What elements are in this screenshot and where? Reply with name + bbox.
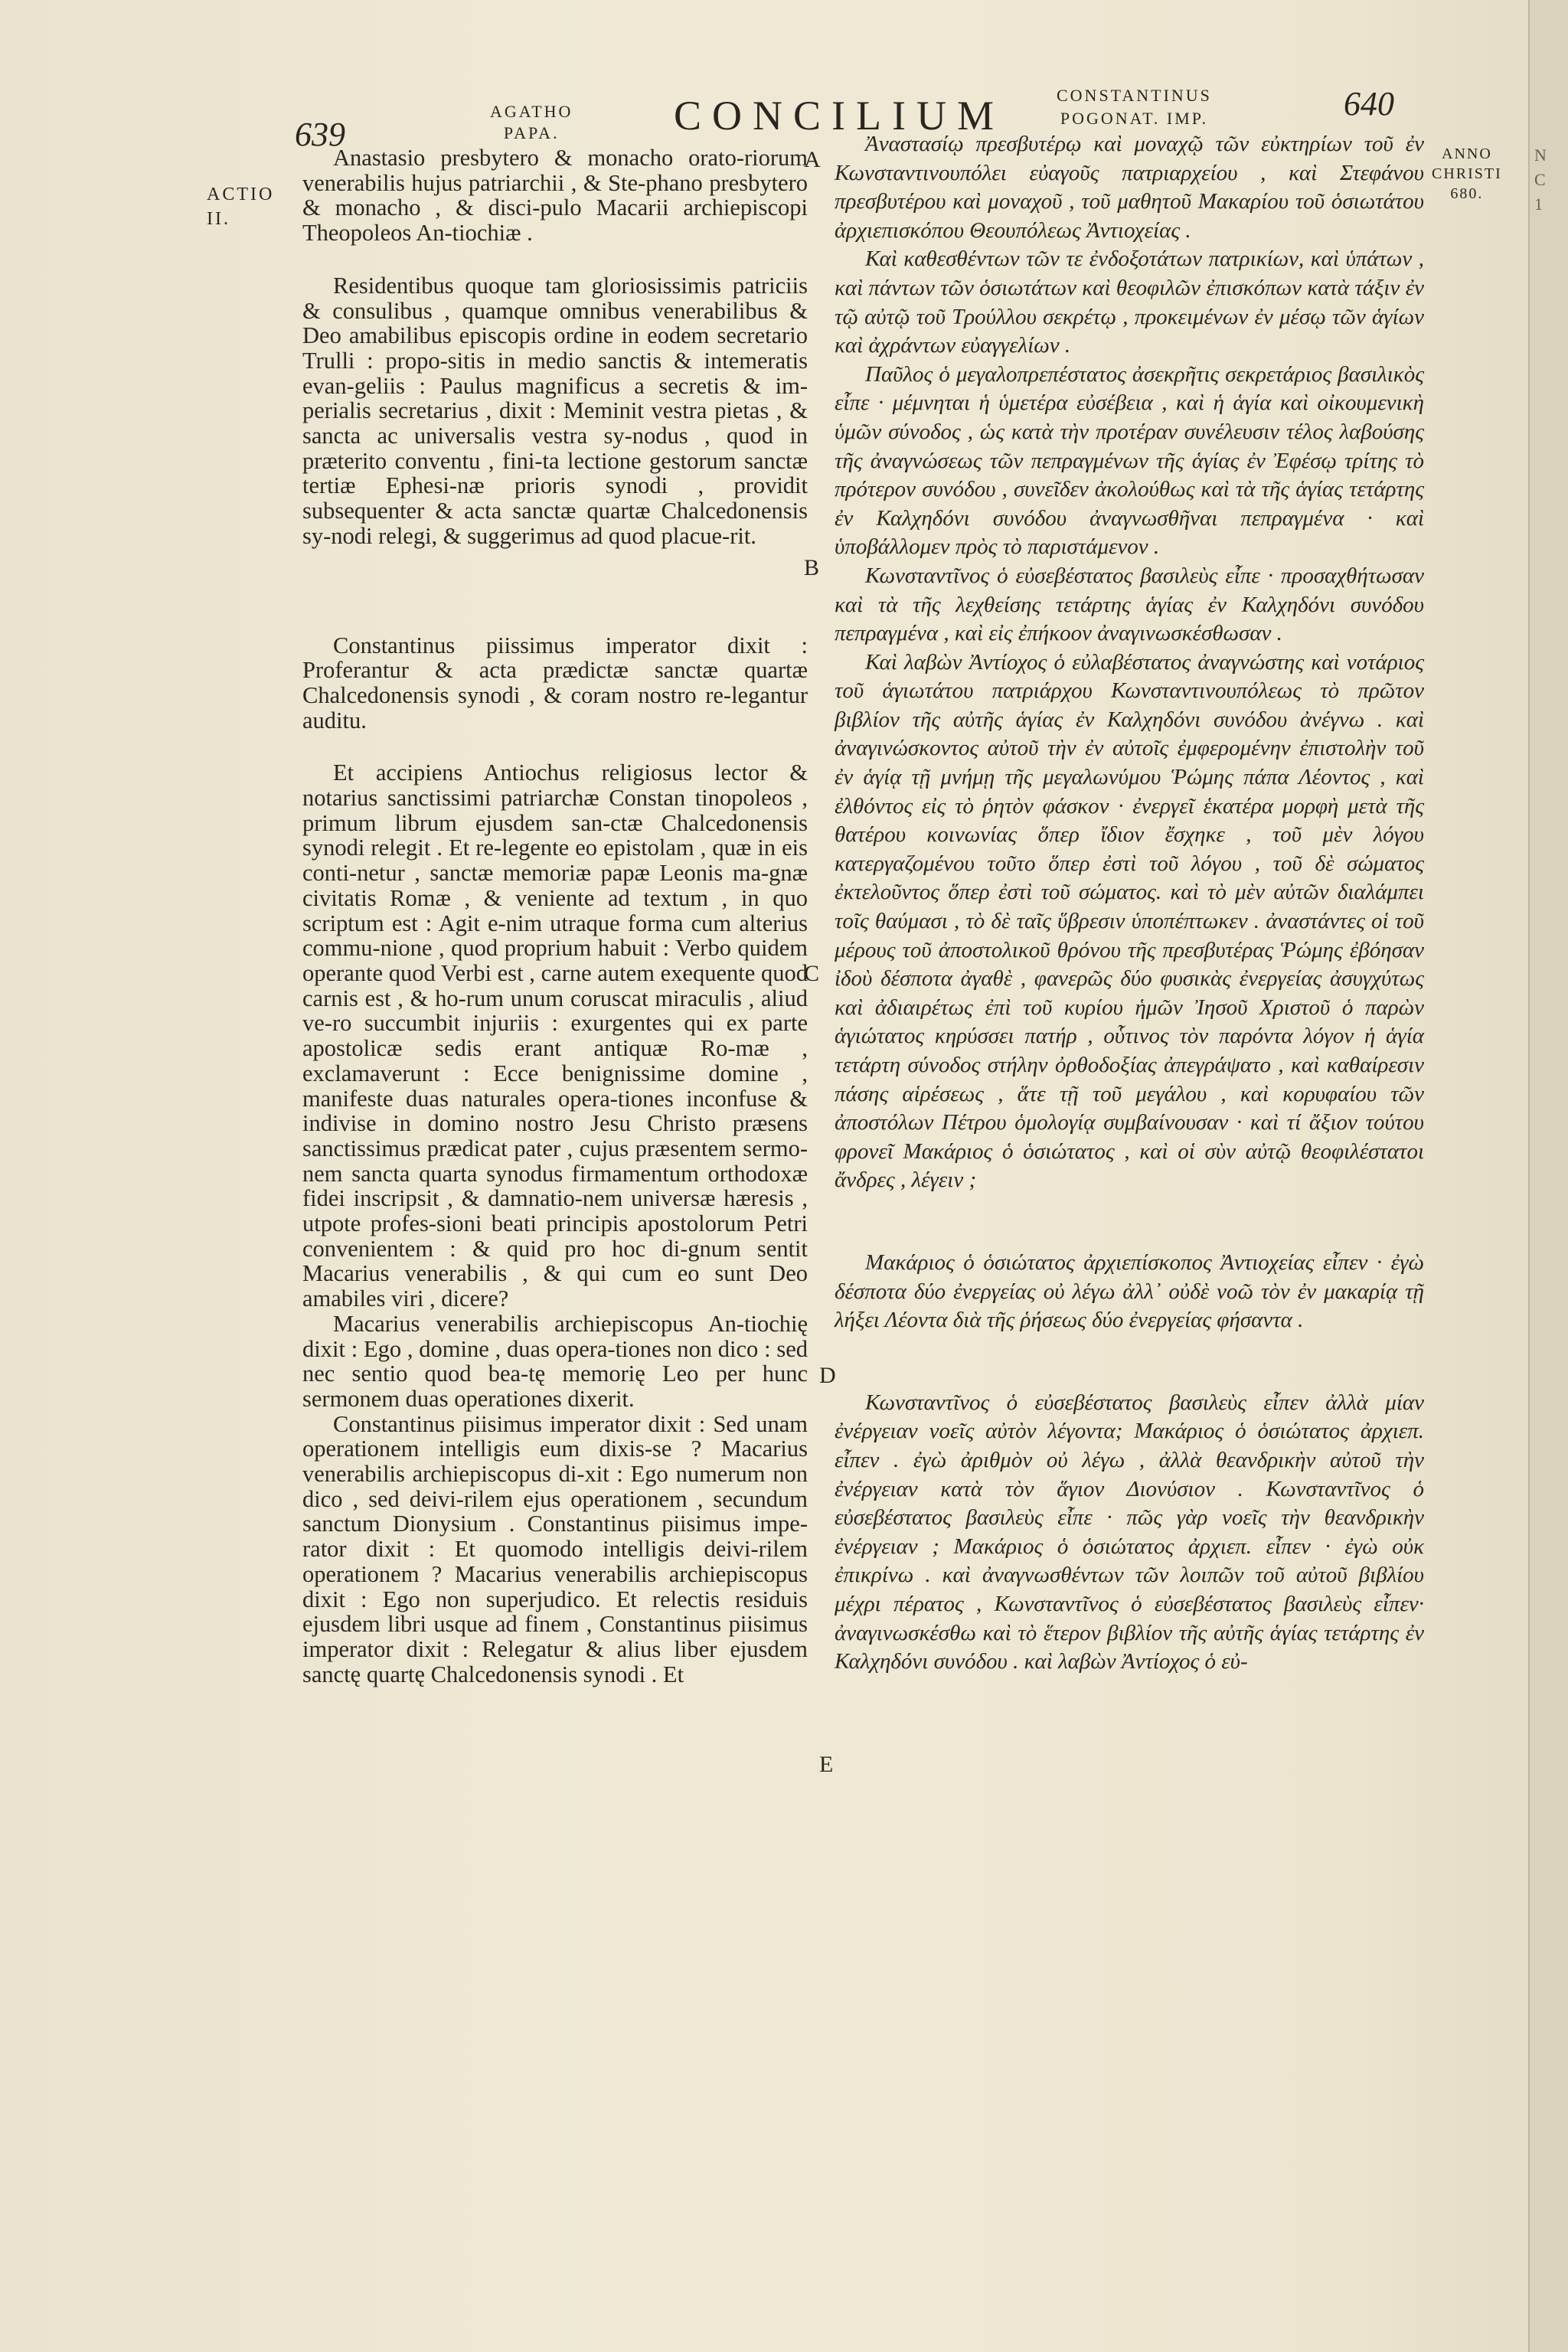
section-marker-d: D [819, 1363, 836, 1388]
latin-paragraph: Anastasio presbytero & monacho orato-riorum venerabilis hujus patriarchii , & Ste-phano presbytero & monacho , & disci-pulo Macarii archiepiscopi Theopoleos An-tiochiæ . [302, 145, 808, 247]
section-marker-c: C [804, 961, 820, 986]
greek-paragraph: Ἀναστασίῳ πρεσβυτέρῳ καὶ μοναχῷ τῶν εὐκτηρίων τοῦ ἐν Κωνσταντινουπόλει εὐαγοῦς πατριαρχείου , καὶ Στεφάνου πρεσβυτέρου καὶ μοναχοῦ , τοῦ μαθητοῦ Μακαρίου τοῦ ὁσιωτάτου ἀρχιεπισκόπου Θεουπόλεως Ἀντιοχείας . [835, 132, 1424, 243]
facing-page-letter: N [1534, 145, 1547, 165]
header-agatho [490, 101, 573, 144]
section-marker-b: B [804, 555, 820, 580]
actio-line1: ACTIO [207, 185, 275, 204]
latin-paragraph: Constantinus piissimus imperator dixit : Proferantur & acta prædictæ sanctæ quartæ Chalcedonensis synodi , & coram nostro re-legantur auditu. [302, 632, 808, 733]
greek-paragraph: Καὶ καθεσθέντων τῶν τε ἐνδοξοτάτων πατρικίων, καὶ ὑπάτων , καὶ πάντων τῶν ὁσιωτάτων καὶ θεοφιλῶν ἐπισκόπων κατὰ τάξιν ἐν τῷ αὐτῷ τοῦ Τρούλλου σεκρέτῳ , προκειμένων ἐν μέσῳ τῶν ἁγίων καὶ ἀχράντων εὐαγγελίων . [835, 247, 1424, 358]
header-agatho-line1: AGATHO [490, 102, 573, 121]
page-number-left: 639 [295, 116, 345, 153]
header-constantinus-line2: POGONAT. IMP. [1060, 109, 1209, 128]
anno-line1: ANNO [1442, 145, 1492, 162]
header-constantinus-line1: CONSTANTINUS [1057, 86, 1212, 105]
greek-paragraph: Παῦλος ὁ μεγαλοπρεπέστατος ἀσεκρῆτις σεκρετάριος βασιλικὸς εἶπε · μέμνηται ἡ ὑμετέρα εὐσέβεια , καὶ ἡ ἁγία καὶ οἰκουμενικὴ ὑμῶν σύνοδος , ὡς κατὰ τὴν προτέραν συνέλευσιν τέλος λαβούσης τῆς ἀναγνώσεως τῶν πεπραγμένων τῆς ἁγίας ἐν Ἐφέσῳ τρίτης τὸ πρότερον συνόδου , συνεῖδεν ἀκολούθως καὶ τὰ τῆς ἁγίας τετάρτης ἐν Καλχηδόνι συνόδου ἀναγνωσθῆναι πεπραγμένα · καὶ ὑποβάλλομεν πρὸς τὸ παριστάμενον . [835, 361, 1424, 560]
greek-paragraph: Κωνσταντῖνος ὁ εὐσεβέστατος βασιλεὺς εἶπε · προσαχθήτωσαν καὶ τὰ τῆς λεχθείσης τετάρτης ἁγίας ἐν Καλχηδόνι συνόδου πεπραγμένα , καὶ εἰς ἐπήκοον ἀναγινωσκέσθωσαν . [835, 563, 1424, 646]
latin-paragraph: Et accipiens Antiochus religiosus lector & notarius sanctissimi patriarchæ Constan tinopoleos , primum librum ejusdem san-ctæ Chalcedonensis synodi relegit . Et re-legente eo epistolam , quæ in eis conti-netur , sanctæ memoriæ papæ Leonis ma-gnæ civitatis Romæ , & veniente ad textum , in quo scriptum est : Agit e-nim utraque forma cum alterius commu-nione , quod proprium habuit : Verbo quidem operante quod Verbi est , carne autem exequente quod carnis est , & ho-rum unum coruscat miraculis , aliud ve-ro succumbit injuriis : exurgentes qui ex parte apostolicæ sedis erant antiquæ Ro-mæ , exclamaverunt : Ecce benignissime domine , manifeste duas naturales opera-tiones inconfuse & indivise in domino nostro Jesu Christo præsens sanctissimus prædicat pater , cujus præsentem sermo-nem sancta quarta synodus firmamentum orthodoxæ fidei inscripsit , & damnatio-nem universæ hæresis , utpote profes-sioni beati principis apostolorum Petri convenientem : & quid pro hoc di-gnum sentit Macarius venerabilis , & qui cum eo sunt Deo amabiles viri , dicere? [302, 760, 808, 1312]
latin-paragraph: Constantinus piisimus imperator dixit : Sed unam operationem intelligis eum dixis-se ? Macarius venerabilis archiepiscopus di-xit : Ego numerum non dico , sed deivi-rilem ejus operationem , secundum sanctum Dionysium . Constantinus piisimus impe-rator dixit : Et quomodo intelligis deivi-rilem operationem ? Macarius venerabilis archiepiscopus dixit : Ego non superjudico. Et relectis residuis ejusdem libri usque ad finem , Constantinus piisimus imperator dixit : Relegatur & alius liber ejusdem sanctę quartę Chalcedonensis synodi . Et [302, 1410, 808, 1687]
page-number-right: 640 [1344, 85, 1394, 122]
section-marker-e: E [819, 1752, 834, 1777]
latin-paragraph: Macarius venerabilis archiepiscopus An-tiochię dixit : Ego , domine , duas opera-tiones non dico : sed nec sentio quod bea-tę memorię Leo per hunc sermonem duas operationes dixerit. [302, 1310, 808, 1412]
latin-paragraph: Residentibus quoque tam gloriosissimis patriciis & consulibus , quamque omnibus venerabilibus & Deo amabilibus episcopis ordine in eodem secretario Trulli : propo-sitis in medio sanctis & intemeratis evan-geliis : Paulus magnificus a secretis & im-perialis secretarius , dixit : Meminit vestra pietas , & sancta ac universalis vestra sy-nodus , quod in præterito conventu , fini-ta lectione gestorum sanctæ tertiæ Ephesi-næ prioris synodi , providit subsequenter & acta sanctæ quartæ Chalcedonensis sy-nodi relegi, & suggerimus ad quod placue-rit. [302, 272, 808, 549]
greek-paragraph: Κωνσταντῖνος ὁ εὐσεβέστατος βασιλεὺς εἶπεν ἀλλὰ μίαν ἐνέργειαν νοεῖς αὐτὸν λέγοντα; Μακάριος ὁ ὁσιώτατος ἀρχιεπ. εἶπεν . ἐγὼ ἀριθμὸν οὐ λέγω , ἀλλὰ θεανδρικὴν αὐτοῦ τὴν ἐνέργειαν κατὰ τὸν ἅγιον Διονύσιον . Κωνσταντῖνος ὁ εὐσεβέστατος βασιλεὺς εἶπε · πῶς γὰρ νοεῖς τὴν θεανδρικὴν ἐνέργειαν ; Μακάριος ὁ ὁσιώτατος ἀρχιεπ. εἶπεν · ἐγὼ οὐκ ἐπικρίνω . καὶ ἀναγνωσθέντων τῶν λοιπῶν τοῦ αὐτοῦ βιβλίου μέχρι πέρατος , Κωνσταντῖνος ὁ εὐσεβέστατος βασιλεὺς εἶπεν· ἀναγινωσκέσθω καὶ τὸ ἕτερον βιβλίον τῆς αὐτῆς ἁγίας τετάρτης ἐν Καλχηδόνι συνόδου . καὶ λαβὼν Ἀντίοχος ὁ εὐ- [835, 1390, 1424, 1674]
latin-column [302, 145, 808, 1687]
actio-line2: II. [207, 209, 230, 229]
header-agatho-line2: PAPA. [503, 123, 560, 142]
facing-page-letter: 1 [1534, 194, 1543, 214]
anno-line3: 680. [1450, 185, 1484, 202]
facing-page-edge [1528, 0, 1568, 2352]
actio-marginal-note [207, 182, 274, 231]
greek-paragraph: Καὶ λαβὼν Ἀντίοχος ὁ εὐλαβέστατος ἀναγνώστης καὶ νοτάριος τοῦ ἁγιωτάτου πατριάρχου Κωνσταντινουπόλεως τὸ πρῶτον βιβλίον τῆς αὐτῆς ἁγίας ἐν Καλχηδόνι συνόδου ἀνέγνω . καὶ ἀναγινώσκοντος αὐτοῦ τὴν ἐν αὐτοῖς ἐμφερομένην ἐπιστολὴν τοῦ ἐν ἁγίᾳ τῇ μνήμῃ τῆς μεγαλωνύμου Ῥώμης πάπα Λέοντος , καὶ ἐλθόντος εἰς τὸ ῥητὸν φάσκον · ἐνεργεῖ ἑκατέρα μορφὴ μετὰ τῆς θατέρου κοινωνίας ὅπερ ἴδιον ἔσχηκε , τοῦ μὲν λόγου κατεργαζομένου τοῦτο ὅπερ ἐστὶ τοῦ λόγου , τοῦ δὲ σώματος ἐκτελοῦντος ὅπερ ἐστὶ τοῦ σώματος. καὶ τὸ μὲν αὐτῶν διαλάμπει τοῖς θαύμασι , τὸ δὲ ταῖς ὕβρεσιν ὑποπέπτωκεν . ἀναστάντες οἱ τοῦ μέρους τοῦ ἀποστολικοῦ θρόνου τῆς πρεσβυτέρας Ῥώμης ἐβόησαν ἰδοὺ δέσποτα ἀγαθὲ , φανερῶς δύο φυσικὰς ἐνεργείας ἀσυγχύτως καὶ ἀδιαιρέτως ἐπὶ τοῦ κυρίου ἡμῶν Ἰησοῦ Χριστοῦ ὁ παρὼν ἁγιώτατος κηρύσσει πατήρ , οὗτινος τὸν παρόντα λόγον ἡ ἁγία τετάρτη σύνοδος στήλην ὀρθοδοξίας ἀπεγράψατο , καὶ καθαίρεσιν πάσης αἱρέσεως , ἅτε τῇ τοῦ μεγάλου , καὶ κορυφαίου τῶν ἀποστόλων Πέτρου ὁμολογίᾳ συμβαίνουσαν · καὶ τί ἄξιον τούτου φρονεῖ Μακάριος ὁ ὁσιώτατος , καὶ οἱ σὺν αὐτῷ θεοφιλέστατοι ἄνδρες , λέγειν ; [835, 649, 1424, 1193]
greek-paragraph: Μακάριος ὁ ὁσιώτατος ἀρχιεπίσκοπος Ἀντιοχείας εἶπεν · ἐγὼ δέσποτα δύο ἐνεργείας οὐ λέγω ἀλλ᾽ οὐδὲ νοῶ τὸν ἐν μακαρίᾳ τῇ λήξει Λέοντα διὰ τῆς ῥήσεως δύο ἐνεργείας φήσαντα . [835, 1250, 1424, 1333]
facing-page-letter: C [1534, 170, 1546, 189]
anno-line2: CHRISTI [1432, 165, 1502, 182]
header-title: CONCILIUM [674, 93, 1004, 139]
header-constantinus [1057, 84, 1212, 130]
greek-column [835, 130, 1424, 1677]
anno-christi [1432, 144, 1502, 204]
section-marker-a: A [804, 147, 821, 172]
